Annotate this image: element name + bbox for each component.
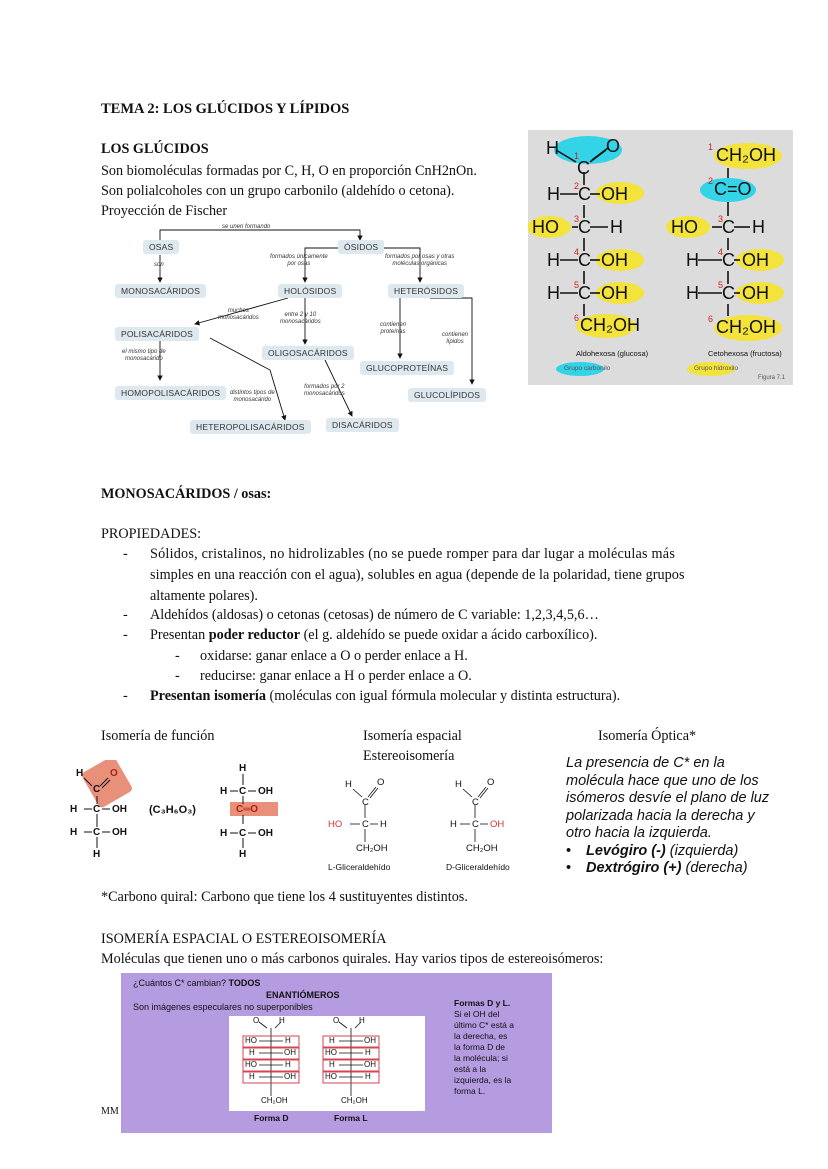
sub-reducirse: reducirse: ganar enlace a H o perder enlace a O. bbox=[200, 668, 472, 684]
prop-2: Aldehídos (aldosas) o cetonas (cetosas) de número de C variable: 1,2,3,4,5,6… bbox=[150, 607, 599, 623]
d-r2-r: OH bbox=[284, 1048, 296, 1057]
enantiomeros-box bbox=[121, 973, 552, 1133]
aldo-caption: Aldohexosa (glucosa) bbox=[576, 349, 649, 358]
prop-4-bold: Presentan isomería bbox=[150, 688, 266, 704]
box-question bbox=[133, 978, 260, 988]
label-mismo-tipo: el mismo tipo de monosacárido bbox=[122, 349, 166, 362]
label-contienen-lipidos: contienen lípidos bbox=[442, 332, 469, 345]
intro-line-3: Proyección de Fischer bbox=[101, 203, 228, 219]
side-line-2: último C* está a bbox=[454, 1020, 514, 1030]
d-top-h: H bbox=[279, 1016, 285, 1025]
prop-1-line-2: simples en una reacción con el agua), solubles en agua (depende de la polaridad, tiene grupos bbox=[150, 567, 685, 583]
prop-4 bbox=[150, 687, 620, 705]
l-r3-r: OH bbox=[364, 1060, 376, 1069]
aldo-c1-h: H bbox=[546, 138, 559, 158]
side-line-7: izquierda, es la bbox=[454, 1075, 512, 1085]
l-top-h: H bbox=[359, 1016, 365, 1025]
ceto-row4-c: C bbox=[722, 250, 735, 270]
d-top-o: O bbox=[253, 1016, 260, 1025]
enantiomer-bonds bbox=[229, 1016, 425, 1111]
fn-row2-oh: OH bbox=[112, 804, 127, 815]
aldo-row2-right: OH bbox=[601, 184, 628, 204]
label-distintos-tipos: distintos tipos de monosacárido bbox=[230, 390, 275, 403]
fn2-row1-c: C bbox=[239, 786, 247, 797]
prop-4-post: (moléculas con igual fórmula molecular y distinta estructura). bbox=[265, 688, 621, 704]
box-question-pre: ¿Cuántos C* cambian? bbox=[133, 978, 229, 988]
fn-o1: O bbox=[110, 768, 118, 779]
d-h: H bbox=[455, 779, 462, 790]
fn-h-bottom: H bbox=[93, 849, 101, 860]
node-osas: OSAS bbox=[143, 240, 179, 254]
prop-3 bbox=[150, 626, 597, 644]
box-enantiomeros-sub: Son imágenes especulares no superponibles bbox=[133, 1002, 313, 1012]
ceto-row3-c: C bbox=[722, 217, 735, 237]
dash-2: - bbox=[123, 607, 128, 623]
label-entre: entre 2 y 10 monosacáridos bbox=[280, 312, 321, 325]
ceto-top: CH₂OH bbox=[716, 145, 776, 165]
dash-3: - bbox=[123, 627, 128, 643]
d-r4-r: OH bbox=[284, 1072, 296, 1081]
aldo-row4-left: H bbox=[547, 250, 560, 270]
node-heteropolisacaridos: HETEROPOLISACÁRIDOS bbox=[190, 420, 311, 434]
side-line-4: la forma D de bbox=[454, 1042, 506, 1052]
label-formados-osas-otras: formados por osas y otras moléculas orgánicas bbox=[385, 254, 455, 267]
aldo-row4-right: OH bbox=[601, 250, 628, 270]
l-r2-r: H bbox=[365, 1048, 371, 1057]
aldo-row5-right: OH bbox=[601, 283, 628, 303]
bullet: • bbox=[566, 842, 572, 859]
mono-heading: MONOSACÁRIDOS / osas: bbox=[101, 486, 272, 502]
node-heterosidos: HETERÓSIDOS bbox=[388, 284, 464, 298]
node-monosacaridos: MONOSACÁRIDOS bbox=[115, 284, 206, 298]
ceto-row3-left: HO bbox=[671, 217, 698, 237]
l-r1-r: OH bbox=[364, 1036, 376, 1045]
fn-row3-h: H bbox=[70, 827, 78, 838]
forma-d-label: Forma D bbox=[254, 1113, 289, 1123]
label-formados-unicamente: formados únicamente por osas bbox=[270, 254, 328, 267]
l-ch2oh: CH₂OH bbox=[356, 843, 388, 854]
ceto-row5-right: OH bbox=[742, 283, 769, 303]
section-heading-glucidos: LOS GLÚCIDOS bbox=[101, 141, 209, 157]
l-c2: C bbox=[362, 819, 369, 830]
aldo-row2-c: C bbox=[578, 184, 591, 204]
l-r4-l: HO bbox=[325, 1072, 337, 1081]
levogiro-item bbox=[566, 843, 769, 861]
d-c1: C bbox=[472, 797, 479, 808]
label-se-unen: se unen formando bbox=[222, 224, 271, 230]
footer-initials: MM bbox=[101, 1106, 119, 1117]
ceto-row5-c: C bbox=[722, 283, 735, 303]
optica-line-3: isómeros desvíe el plano de luz bbox=[566, 790, 770, 806]
node-homopolisacaridos: HOMOPOLISACÁRIDOS bbox=[115, 386, 226, 400]
l-o: O bbox=[377, 777, 385, 788]
optica-line-4: polarizada hacia la derecha y bbox=[566, 807, 755, 824]
ceto-num-2: 2 bbox=[708, 176, 714, 186]
gliceraldehido-structures bbox=[322, 775, 532, 875]
dextrogiro-rest: (derecha) bbox=[681, 860, 748, 876]
aldo-num-2: 2 bbox=[574, 181, 580, 191]
ceto-num-5: 5 bbox=[718, 280, 724, 290]
l-r3-l: H bbox=[329, 1060, 335, 1069]
enantiomer-panel bbox=[229, 1016, 425, 1111]
sub-oxidarse: oxidarse: ganar enlace a O o perder enlace a H. bbox=[200, 648, 468, 664]
node-oligosacaridos: OLIGOSACÁRIDOS bbox=[262, 346, 354, 360]
node-glucoproteinas: GLUCOPROTEÍNAS bbox=[360, 361, 454, 375]
fn-formula: (C₃H₆O₃) bbox=[149, 804, 196, 816]
dash-4: - bbox=[123, 688, 128, 704]
prop-3-bold: poder reductor bbox=[208, 627, 301, 643]
aldo-row3-c: C bbox=[578, 217, 591, 237]
l-r4-r: H bbox=[365, 1072, 371, 1081]
l-h2: H bbox=[380, 819, 387, 830]
isomeria-funcion-label: Isomería de función bbox=[101, 728, 215, 744]
box-question-bold: TODOS bbox=[228, 978, 261, 988]
label-son: son bbox=[154, 262, 164, 268]
aldo-num-1: 1 bbox=[574, 151, 580, 161]
figure-number: Figura 7.1 bbox=[758, 375, 786, 381]
side-line-6: está a la bbox=[454, 1064, 487, 1074]
d-c2: C bbox=[472, 819, 479, 830]
side-line-3: la derecha, es bbox=[454, 1031, 508, 1041]
d-ch2oh: CH₂OH bbox=[466, 843, 498, 854]
aldo-num-6: 6 bbox=[574, 313, 580, 323]
l-r1-l: H bbox=[329, 1036, 335, 1045]
aldo-bottom: CH₂OH bbox=[580, 315, 640, 335]
isomeria-espacial-label: Isomería espacial bbox=[363, 728, 462, 744]
side-title: Formas D y L. bbox=[454, 998, 511, 1008]
forma-l-label: Forma L bbox=[334, 1113, 368, 1123]
intro-line-2: Son polialcoholes con un grupo carbonilo (aldehído o cetona). bbox=[101, 183, 455, 199]
dash-1: - bbox=[123, 546, 128, 562]
bullet: • bbox=[566, 860, 572, 876]
dash-sub-1: - bbox=[175, 648, 180, 664]
fn2-row3-h: H bbox=[220, 828, 228, 839]
fn-c1: C bbox=[93, 784, 101, 795]
node-disacaridos: DISACÁRIDOS bbox=[326, 418, 399, 432]
fn2-h-top: H bbox=[239, 763, 247, 774]
node-glucolipidos: GLUCOLÍPIDOS bbox=[408, 388, 486, 402]
dash-sub-2: - bbox=[175, 668, 180, 684]
ceto-num-6: 6 bbox=[708, 314, 714, 324]
prop-1-line-1: Sólidos, cristalinos, no hidrolizables (no se puede romper para dar lugar a moléculas más bbox=[150, 546, 676, 562]
d-oh: OH bbox=[490, 819, 505, 830]
legend-hydroxyl: Grupo hidroxilo bbox=[694, 365, 739, 372]
optica-line-5: otro hacia la izquierda. bbox=[566, 825, 712, 841]
l-glice-label: L-Gliceraldehído bbox=[328, 862, 391, 872]
d-h2: H bbox=[450, 819, 457, 830]
levogiro-bold: Levógiro (-) bbox=[586, 842, 666, 859]
label-muchos: muchos monosacáridos bbox=[218, 308, 259, 321]
optica-line-1: La presencia de C* en la bbox=[566, 755, 725, 771]
ceto-row4-right: OH bbox=[742, 250, 769, 270]
fn2-row3-c: C bbox=[239, 828, 247, 839]
fn-row3-oh: OH bbox=[112, 827, 127, 838]
aldo-row3-left: HO bbox=[532, 217, 559, 237]
label-formados-por-2: formados por 2 monosacáridos bbox=[304, 384, 345, 397]
l-ch2oh: CH₂OH bbox=[341, 1096, 368, 1105]
aldo-num-4: 4 bbox=[574, 247, 580, 257]
l-c1: C bbox=[362, 797, 369, 808]
fn2-row1-oh: OH bbox=[258, 786, 273, 797]
ceto-num-3: 3 bbox=[718, 214, 724, 224]
funcion-structures bbox=[64, 760, 294, 865]
ceto-row4-left: H bbox=[686, 250, 699, 270]
l-top-o: O bbox=[333, 1016, 340, 1025]
formas-dl-side bbox=[454, 998, 514, 1097]
label-contienen-proteinas: contienen proteínas bbox=[380, 322, 407, 335]
props-heading: PROPIEDADES: bbox=[101, 526, 202, 542]
side-line-1: Si el OH del bbox=[454, 1009, 500, 1019]
d-ch2oh: CH₂OH bbox=[261, 1096, 288, 1105]
fn-h-top: H bbox=[76, 768, 84, 779]
side-line-8: forma L. bbox=[454, 1086, 486, 1096]
estereoisomeria-label: Estereoisomería bbox=[363, 748, 455, 764]
fn2-row3-oh: OH bbox=[258, 828, 273, 839]
node-polisacaridos: POLISACÁRIDOS bbox=[115, 327, 199, 341]
l-r2-l: HO bbox=[325, 1048, 337, 1057]
fn-row2-h: H bbox=[70, 804, 78, 815]
ceto-row3-right: H bbox=[752, 217, 765, 237]
ceto-c2: C=O bbox=[714, 179, 752, 199]
dextrogiro-item bbox=[566, 860, 769, 878]
legend-carbonyl: Grupo carbonilo bbox=[564, 365, 611, 372]
carbono-quiral-note: *Carbono quiral: Carbono que tiene los 4 sustituyentes distintos. bbox=[101, 889, 468, 905]
ceto-bottom: CH₂OH bbox=[716, 317, 776, 337]
prop-3-pre: Presentan bbox=[150, 627, 209, 643]
d-r1-r: H bbox=[285, 1036, 291, 1045]
d-r3-l: HO bbox=[245, 1060, 257, 1069]
ceto-num-4: 4 bbox=[718, 247, 724, 257]
aldo-num-3: 3 bbox=[574, 214, 580, 224]
levogiro-rest: (izquierda) bbox=[665, 842, 739, 859]
aldo-row3-right: H bbox=[610, 217, 623, 237]
side-line-5: la molécula; si bbox=[454, 1053, 508, 1063]
aldo-num-5: 5 bbox=[574, 280, 580, 290]
estereo-heading: ISOMERÍA ESPACIAL O ESTEREOISOMERÍA bbox=[101, 931, 387, 947]
ceto-row5-left: H bbox=[686, 283, 699, 303]
concept-map bbox=[100, 220, 500, 440]
isomeria-optica-label: Isomería Óptica* bbox=[598, 728, 697, 744]
d-glice-label: D-Gliceraldehído bbox=[446, 862, 510, 872]
aldo-row2-left: H bbox=[547, 184, 560, 204]
aldo-row5-c: C bbox=[578, 283, 591, 303]
page-title: TEMA 2: LOS GLÚCIDOS Y LÍPIDOS bbox=[101, 101, 350, 117]
l-ho: HO bbox=[328, 819, 343, 830]
aldo-c1-o: O bbox=[606, 136, 621, 156]
prop-3-post: (el g. aldehído se puede oxidar a ácido carboxílico). bbox=[300, 627, 598, 643]
fn-row2-c: C bbox=[93, 804, 101, 815]
ceto-num-1: 1 bbox=[708, 142, 714, 152]
optica-text bbox=[566, 755, 769, 878]
dextrogiro-bold: Dextrógiro (+) bbox=[586, 860, 682, 876]
l-h: H bbox=[345, 779, 352, 790]
d-r2-l: H bbox=[249, 1048, 255, 1057]
estereo-text: Moléculas que tienen uno o más carbonos quirales. Hay varios tipos de estereoisómeros: bbox=[101, 951, 604, 967]
fn-row3-c: C bbox=[93, 827, 101, 838]
fn2-co: C═O bbox=[236, 804, 259, 815]
fischer-figure bbox=[528, 130, 793, 385]
prop-1-line-3: altamente polares). bbox=[150, 588, 258, 604]
node-osidos: ÓSIDOS bbox=[338, 240, 384, 254]
intro-line-1: Son biomoléculas formadas por C, H, O en proporción CnH2nOn. bbox=[101, 163, 477, 179]
node-holosidos: HOLÓSIDOS bbox=[278, 284, 342, 298]
box-enantiomeros: ENANTIÓMEROS bbox=[266, 990, 340, 1000]
aldo-row5-left: H bbox=[547, 283, 560, 303]
d-o: O bbox=[487, 777, 495, 788]
aldo-row4-c: C bbox=[578, 250, 591, 270]
d-r4-l: H bbox=[249, 1072, 255, 1081]
ceto-caption: Cetohexosa (fructosa) bbox=[708, 349, 782, 358]
aldo-c1-c: C bbox=[577, 158, 590, 178]
fn2-h-bottom: H bbox=[239, 849, 247, 860]
d-r1-l: HO bbox=[245, 1036, 257, 1045]
fn2-row1-h: H bbox=[220, 786, 228, 797]
d-r3-r: H bbox=[285, 1060, 291, 1069]
optica-line-2: molécula hace que uno de los bbox=[566, 772, 759, 789]
